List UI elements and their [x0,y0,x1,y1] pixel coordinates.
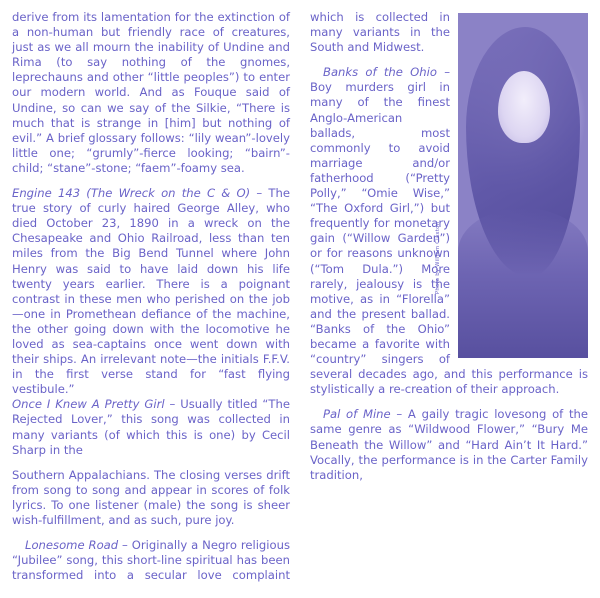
paragraph-text: – Originally a Negro religious “Jubilee” song, this short-line spiritual has been transformed into a secular love complaint which is collected in many variants in the South and Midwest. [12,10,450,583]
photo-credit: Photo by William Claxton [434,221,441,294]
paragraph-text: – A gaily tragic lovesong of the same genre as “Wildwood Flower,” “Bury Me Beneath the Willow” and “Hard Ain’t It Hard.” Vocally, the performance is in the Carter Family tradition, [310,407,589,482]
song-title-banks-of-the-ohio: Banks of the Ohio [323,65,437,80]
paragraph-text: derive from its lamentation for the extinction of a non-human but friendly race of creatures, just as we all mourn the inability of Undine and Rima (to say nothing of the gnomes, leprechauns and other “little peoples”) to enter our modern world. And as Fouque said of Undine, so can we say of the Silkie, “There is much that is strange in [him] but nothing of evil.” A brief glossary follows: “lily wean”-lovely little one; “grumly”-fierce looking; “bairn”-child; “stane”-stone; “faem”-foamy sea. [12,10,290,175]
song-title-engine-143: Engine 143 (The Wreck on the C & O) [12,186,251,201]
song-title-lonesome-road: Lonesome Road [25,538,119,553]
song-title-pal-of-mine: Pal of Mine [323,407,391,422]
portrait-mouth [516,127,530,131]
paragraph-engine-143 [12,186,290,397]
portrait-photo-figure [434,13,588,358]
paragraph-text: Southern Appalachians. The closing verses drift from song to song and appear in scores of folk lyrics. To one listener (male) the song is sheer wish-fulfillment, and as such, pure joy. [12,467,290,527]
paragraph-text: – Boy murders girl in many of the finest Anglo-American ballads, most commonly to avoid marriage and/or fatherhood (“Pretty Polly,” “Omie Wise,” “The Oxford Girl,”) but frequently for monetary gain (“Willow Garden”) or for reasons unknown (“Tom Dula.”) More rarely, jealousy is the motive, as in “Florella” and the present ballad. “Banks of the Ohio” became a favorite with “country” singers of several decades ago, and this performance is stylistically a re-creation of their approach. [310,65,588,397]
paragraph-undine [12,10,290,176]
paragraph-text: – The true story of curly haired George Alley, who died October 23, 1890 in a wreck on the Chesapeake and Ohio Railroad, less than ten miles from the Big Bend Tunnel where John Henry was said to have laid down his life twenty years earlier. There is a poignant contrast in these men who perished on the job—one in Promethean defiance of the machine, the other going down with the locomotive he loved as sea-captains once went down with their ships. An irrelevant note—the initials F.F.V. in the first verse stand for “fast flying vestibule.” [12,186,290,397]
portrait-eye-right [528,101,535,104]
portrait-of-singer [458,13,588,358]
song-title-once-i-knew: Once I Knew A Pretty Girl [12,397,165,412]
portrait-eye-left [508,101,515,104]
paragraph-southern-appalachians [12,468,290,528]
text-columns [12,10,588,590]
paragraph-text: – Usually titled “The Rejected Lover,” this song was collected in many variants (of which this is one) by Cecil Sharp in the [12,397,290,457]
paragraph-once-i-knew [12,397,290,457]
paragraph-pal-of-mine [310,407,588,482]
portrait-body [458,208,588,358]
